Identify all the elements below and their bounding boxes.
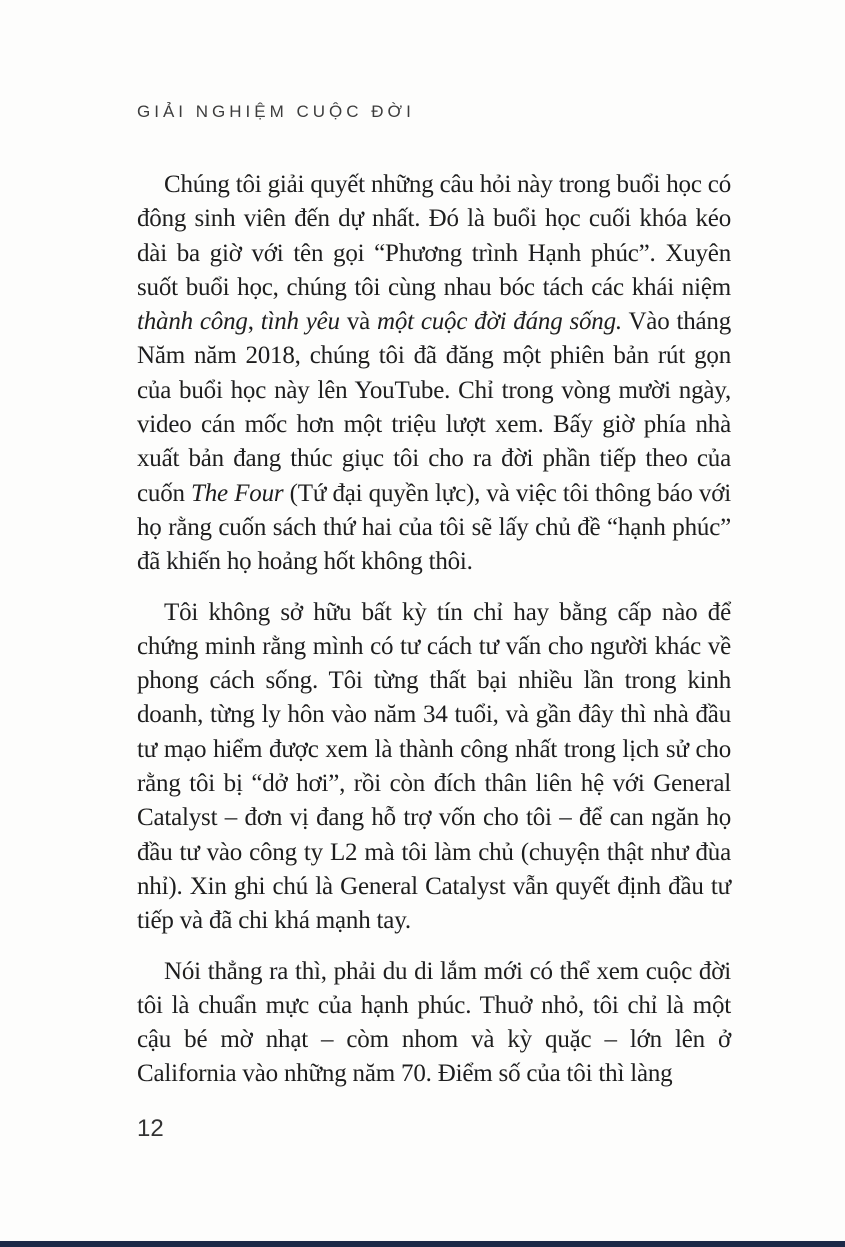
text-run: Tôi không sở hữu bất kỳ tín chỉ hay bằng cấp nào để chứng minh rằng mình có tư cách tư vấn cho người khác về phong cách sống. Tôi từng thất bại nhiều lần trong kinh doanh, từng ly hôn vào năm 34 tuổi, và gần đây thì nhà đầu tư mạo hiểm được xem là thành công nhất trong lịch sử cho rằng tôi bị “dở hơi”, rồi còn đích thân liên hệ với General Catalyst – đơn vị đang hỗ trợ vốn cho tôi – để can ngăn họ đầu tư vào công ty L2 mà tôi làm chủ (chuyện thật như đùa nhỉ). Xin ghi chú là General Catalyst vẫn quyết định đầu tư tiếp và đã chi khá mạnh tay. xyxy=(137,598,731,935)
text-run: Nói thẳng ra thì, phải du di lắm mới có thể xem cuộc đời tôi là chuẩn mực của hạnh phúc. Thuở nhỏ, tôi chỉ là một cậu bé mờ nhạt – còm nhom và kỳ quặc – lớn lên ở California vào những năm 70. Điểm số của tôi thì làng xyxy=(137,957,731,1088)
text-run: , xyxy=(247,308,261,336)
running-header: GIẢI NGHIỆM CUỘC ĐỜI xyxy=(137,102,415,121)
italic-text-run: thành công xyxy=(137,308,248,336)
paragraph xyxy=(137,168,731,580)
page-number: 12 xyxy=(137,1115,164,1142)
text-run: Chúng tôi giải quyết những câu hỏi này trong buổi học có đông sinh viên đến dự nhất. Đó là buổi học cuối khóa kéo dài ba giờ với tên gọi “Phương trình Hạnh phúc”. Xuyên suốt buổi học, chúng tôi cùng nhau bóc tách các khái niệm xyxy=(137,171,731,301)
text-run: và xyxy=(339,308,377,336)
paragraph xyxy=(137,955,731,1092)
body-text xyxy=(137,168,731,1108)
bottom-edge-bar xyxy=(0,1241,845,1247)
text-run: Vào tháng Năm năm 2018, chúng tôi đã đăng một phiên bản rút gọn của buổi học này lên YouTube. Chỉ trong vòng mười ngày, video cán mốc hơn một triệu lượt xem. Bấy giờ phía nhà xuất bản đang thúc giục tôi cho ra đời phần tiếp theo của cuốn xyxy=(137,308,732,507)
paragraph xyxy=(137,596,731,939)
italic-text-run: tình yêu xyxy=(260,308,340,336)
italic-text-run: một cuộc đời đáng sống. xyxy=(376,308,622,336)
italic-text-run: The Four xyxy=(191,479,284,507)
text-run: (Tứ đại quyền lực), và việc tôi thông báo với họ rằng cuốn sách thứ hai của tôi sẽ lấy chủ đề “hạnh phúc” đã khiến họ hoảng hốt không thôi. xyxy=(137,479,731,576)
